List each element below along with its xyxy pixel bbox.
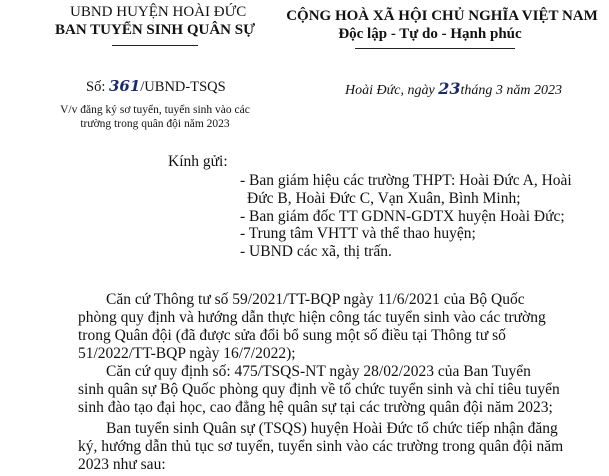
paragraph-line: 51/2022/TT-BQP ngày 16/7/2022); <box>78 345 296 362</box>
issue-date <box>345 79 562 99</box>
recipient-item: - UBND các xã, thị trấn. <box>240 243 392 260</box>
paragraph-line: Ban tuyển sinh Quân sự (TSQS) huyện Hoài Đức tổ chức tiếp nhận đăng <box>106 420 558 437</box>
document-number <box>86 77 226 96</box>
org-underline <box>112 45 198 46</box>
subject-line-2: trường trong quân đội năm 2023 <box>80 118 230 130</box>
motto-underline <box>355 48 515 49</box>
handwritten-day: 23 <box>438 79 461 98</box>
recipient-item: - Ban giám hiệu các trường THPT: Hoài Đức A, Hoài <box>240 172 572 189</box>
national-motto: Độc lập - Tự do - Hạnh phúc <box>338 26 522 42</box>
date-prefix: Hoài Đức, ngày <box>345 83 435 98</box>
number-prefix: Số: <box>86 79 106 95</box>
paragraph-line: Căn cứ Thông tư số 59/2021/TT-BQP ngày 11/6/2021 của Bộ Quốc <box>106 291 525 308</box>
paragraph-line: sinh quân sự Bộ Quốc phòng quy định về tổ chức tuyển sinh và chỉ tiêu tuyển <box>78 381 560 398</box>
paragraph-line: sinh đào tạo đại học, cao đẳng hệ quân sự tại các trường quân đội năm 2023; <box>78 399 553 416</box>
recipients-label: Kính gửi: <box>168 153 228 170</box>
paragraph-line: Căn cứ quy định số: 475/TSQS-NT ngày 28/02/2023 của Ban Tuyển <box>106 363 531 380</box>
org-name: UBND HUYỆN HOÀI ĐỨC <box>70 4 247 20</box>
paragraph-line: trong Quân đội (đã được sửa đổi bổ sung một số điều tại Thông tư số <box>78 327 506 344</box>
national-title: CỘNG HOÀ XÃ HỘI CHỦ NGHĨA VIỆT NAM <box>286 8 598 24</box>
recipient-item: - Trung tâm VHTT và thể thao huyện; <box>240 225 476 242</box>
paragraph-line: phòng quy định và hướng dẫn thực hiện công tác tuyển sinh vào các trường <box>78 309 546 326</box>
paragraph-line: ký, hướng dẫn thủ tục sơ tuyển, tuyển sinh vào các trường trong quân đội năm <box>78 438 564 455</box>
recipient-item: Đức B, Hoài Đức C, Vạn Xuân, Bình Minh; <box>247 190 521 207</box>
handwritten-number: 361 <box>108 77 141 95</box>
number-suffix: /UBND-TSQS <box>140 79 226 95</box>
paragraph-line: 2023 như sau: <box>78 456 166 473</box>
subject-line-1: V/v đăng ký sơ tuyển, tuyển sinh vào các <box>60 104 250 116</box>
recipient-item: - Ban giám đốc TT GDNN-GDTX huyện Hoài Đức; <box>240 208 565 225</box>
org-department: BAN TUYỂN SINH QUÂN SỰ <box>55 22 256 38</box>
date-suffix: tháng 3 năm 2023 <box>460 83 562 98</box>
